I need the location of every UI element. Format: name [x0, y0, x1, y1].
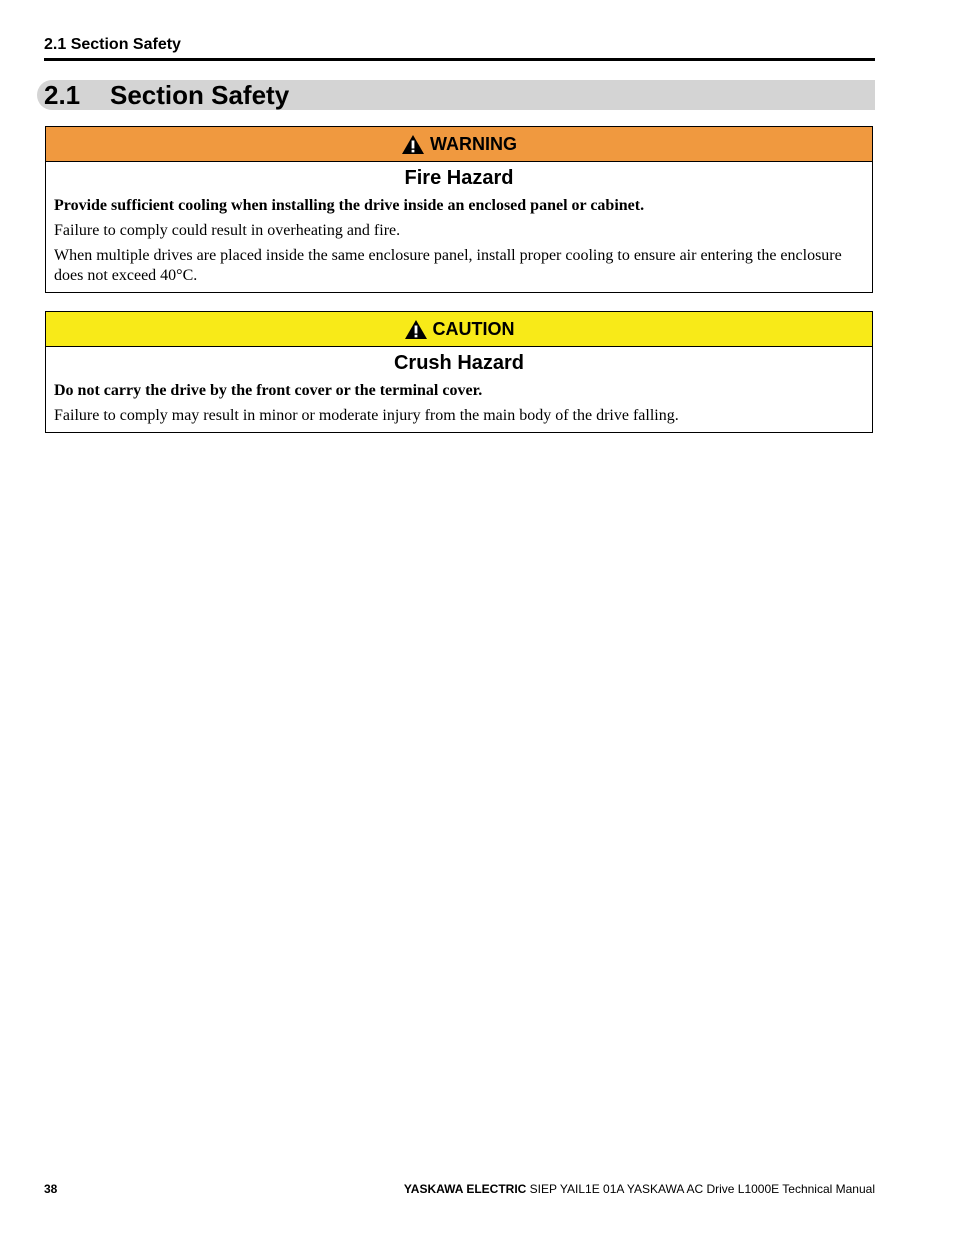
caution-consequence: Failure to comply may result in minor or moderate injury from the main body of the drive falling.: [54, 407, 679, 424]
section-heading: [37, 80, 875, 110]
section-title: Section Safety: [110, 80, 290, 110]
warning-hazard-title: Fire Hazard: [404, 167, 514, 189]
page-number: 38: [44, 1182, 58, 1196]
warning-triangle-icon: [401, 134, 425, 155]
footer-manual-title: [404, 1182, 875, 1196]
caution-box: [45, 311, 873, 433]
running-head: 2.1 Section Safety: [44, 36, 875, 61]
warning-triangle-icon: [404, 319, 428, 340]
section-number: 2.1: [44, 80, 81, 110]
warning-consequence: Failure to comply could result in overheating and fire.: [54, 222, 401, 239]
warning-header: [46, 127, 872, 162]
footer-manual-name: SIEP YAIL1E 01A YASKAWA AC Drive L1000E Technical Manual: [526, 1182, 875, 1196]
caution-instruction: Do not carry the drive by the front cover or the terminal cover.: [54, 382, 483, 399]
warning-note: When multiple drives are placed inside the same enclosure panel, install proper cooling to ensure air entering the enclosure does not exceed 40°C.: [54, 247, 842, 284]
caution-signal-word: CAUTION: [432, 318, 515, 339]
warning-signal-word: WARNING: [430, 133, 517, 154]
footer-brand: YASKAWA ELECTRIC: [403, 1182, 527, 1196]
caution-hazard-title: Crush Hazard: [393, 352, 525, 374]
warning-box: [45, 126, 873, 293]
caution-header: [46, 312, 872, 347]
warning-instruction: Provide sufficient cooling when installing the drive inside an enclosed panel or cabinet.: [54, 197, 645, 214]
